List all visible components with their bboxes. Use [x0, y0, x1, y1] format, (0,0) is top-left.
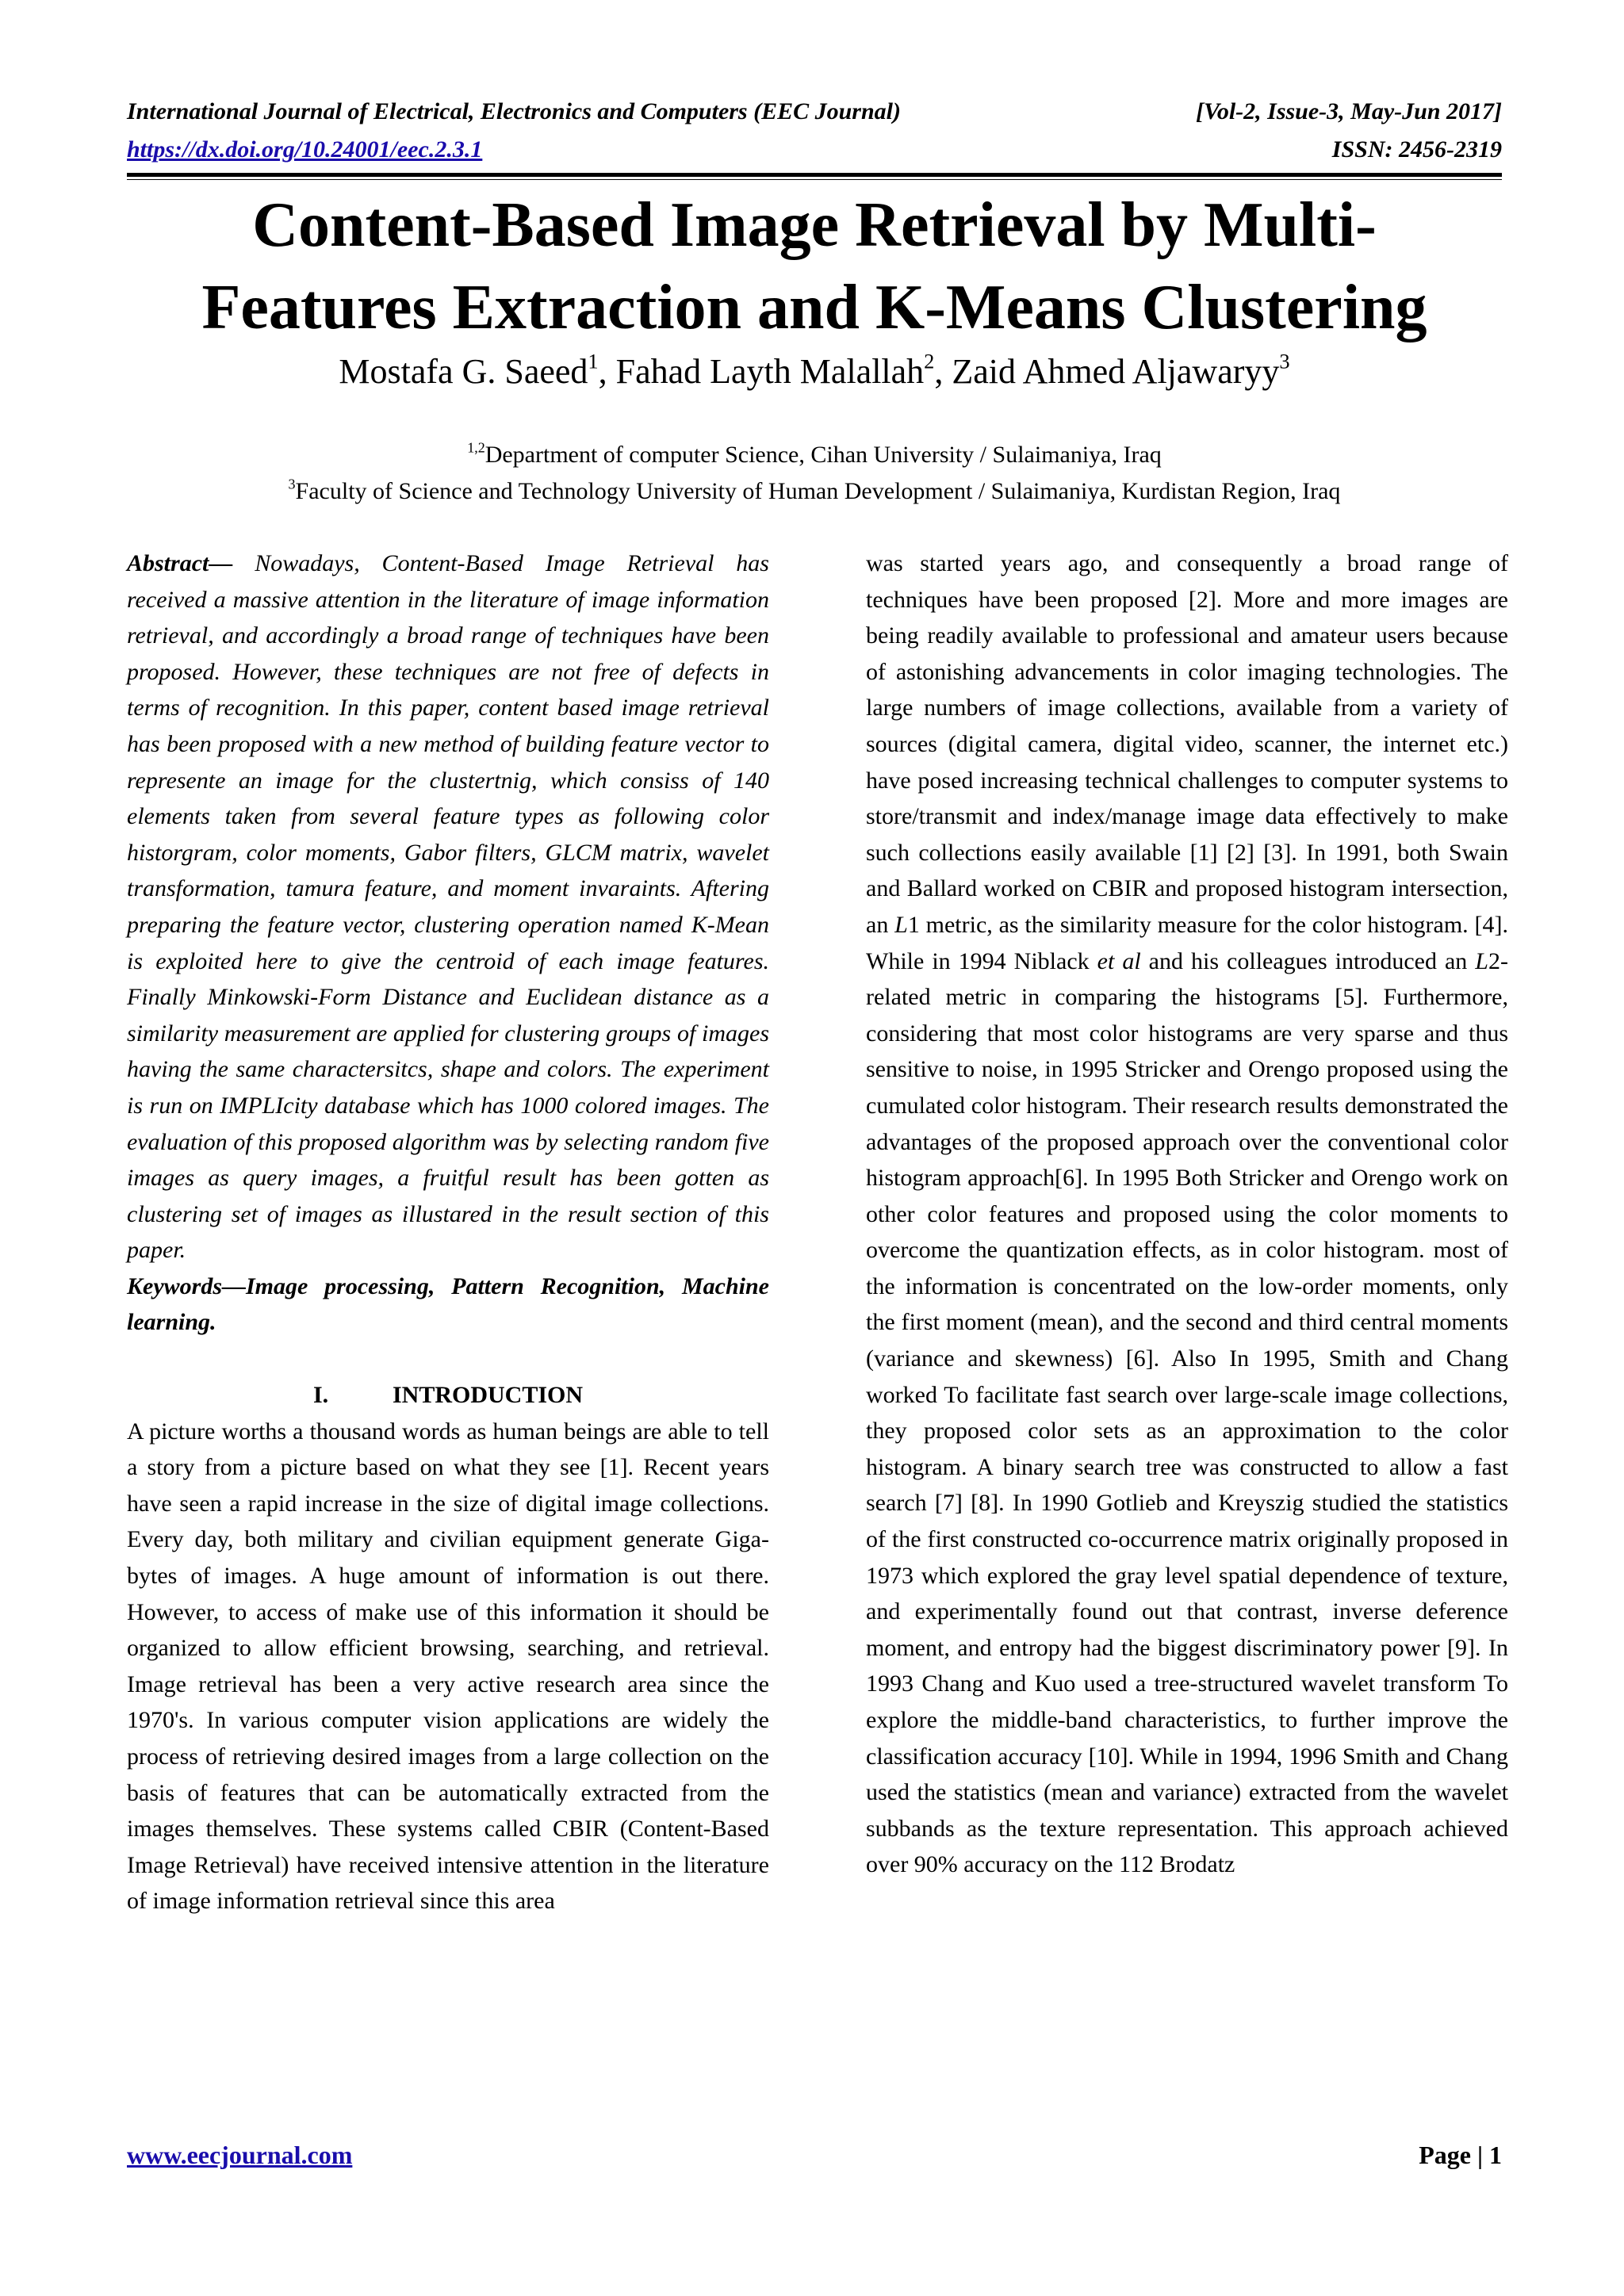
intro-text-part: was started years ago, and consequently a broad range of techniques have been proposed [2]. More and more images are being readily available to professional and amateur users because of astonishing advancements in color imaging technologies. The large numbers of image collections, available from a variety of sources (digital camera, digital video, scanner, the internet etc.) have posed increasing technical challenges to computer systems to store/transmit and index/manage image data effectively to make such collections easily available [1] [2] [3]. In 1991, both Swain and Ballard worked on CBIR and proposed histogram intersection, an [866, 550, 1508, 938]
et-al: et al [1097, 947, 1141, 974]
affiliation-sup: 1,2 [467, 439, 485, 456]
author-sup: 2 [924, 349, 935, 373]
author-sup: 1 [588, 349, 599, 373]
abstract-label: Abstract— [127, 550, 233, 576]
section-heading [127, 1377, 769, 1414]
author-name: Zaid Ahmed Aljawaryy [952, 352, 1280, 391]
title-line-1: Content-Based Image Retrieval by Multi- [252, 190, 1377, 260]
journal-header-line-1 [127, 97, 1502, 127]
journal-header-line-2 [127, 135, 1502, 165]
header-rule-thin [127, 179, 1502, 180]
left-column [127, 545, 769, 1919]
title-line-2: Features Extraction and K-Means Clustering [201, 273, 1427, 342]
intro-text-part: 1 metric, as the similarity measure for the color histogram. [4]. While in 1994 Niblack [866, 911, 1508, 974]
affiliation-text: Department of computer Science, Cihan University / Sulaimaniya, Iraq [485, 442, 1162, 468]
l2-symbol: L [1475, 947, 1488, 974]
intro-text-part: 2-related metric in comparing the histograms [5]. Furthermore, considering that most color histograms are very sparse and thus sensitive to noise, in 1995 Stricker and Orengo proposed using the cumulated color histogram. Their research results demonstrated the advantages of the proposed approach over the conventional color histogram approach[6]. In 1995 Both Stricker and Orengo work on other color features and proposed using the color moments to overcome the quantization effects, as in color histogram. most of the information is concentrated on the low-order moments, only the first moment (mean), and the second and third central moments (variance and skewness) [6]. Also In 1995, Smith and Chang worked To facilitate fast search over large-scale image collections, they proposed color sets as an approximation to the color histogram. A binary search tree was constructed to allow a fast search [7] [8]. In 1990 Gotlieb and Kreyszig studied the statistics of the first constructed co-occurrence matrix originally proposed in 1973 which explored the gray level spatial dependence of texture, and experimentally found out that contrast, inverse deference moment, and entropy had the biggest discriminatory power [9]. In 1993 Chang and Kuo used a tree-structured wavelet transform To explore the middle-band characteristics, to further improve the classification accuracy [10]. While in 1994, 1996 Smith and Chang used the statistics (mean and variance) extracted from the wavelet subbands as the texture representation. This approach achieved over 90% accuracy on the 112 Brodatz [866, 947, 1508, 1878]
intro-paragraph-left: A picture worths a thousand words as human beings are able to tell a story from a picture based on what they see [1]. Recent years have seen a rapid increase in the size of digital image collections. Every day, both military and civilian equipment generate Giga-bytes of images. A huge amount of information is out there. However, to access of make use of this information it should be organized to allow efficient browsing, searching, and retrieval. Image retrieval has been a very active research area since the 1970's. In various computer vision applications are widely the process of retrieving desired images from a large collection on the basis of features that can be automatically extracted from the images themselves. These systems called CBIR (Content-Based Image Retrieval) have received intensive attention in the literature of image information retrieval since this area [127, 1418, 769, 1915]
abstract [127, 545, 769, 1269]
intro-text-part: and his colleagues introduced an [1140, 947, 1476, 974]
issn: ISSN: 2456-2319 [1331, 136, 1502, 163]
doi-link[interactable]: https://dx.doi.org/10.24001/eec.2.3.1 [127, 136, 483, 163]
affiliation-1 [127, 439, 1502, 471]
author-list [127, 349, 1502, 395]
author-sep: , [934, 352, 952, 391]
volume-info: [Vol-2, Issue-3, May-Jun 2017] [1196, 98, 1502, 124]
affiliation-2 [127, 476, 1502, 507]
journal-name: International Journal of Electrical, Electronics and Computers (EEC Journal) [127, 98, 901, 124]
l1-symbol: L [894, 911, 908, 938]
section-title: INTRODUCTION [392, 1382, 584, 1409]
author-sep: , [598, 352, 616, 391]
author-name: Fahad Layth Malallah [615, 352, 925, 391]
affiliation-text: Faculty of Science and Technology University of Human Development / Sulaimaniya, Kurdistan Region, Iraq [295, 478, 1341, 504]
author-name: Mostafa G. Saeed [339, 352, 588, 391]
author-sup: 3 [1279, 349, 1290, 373]
header-rule-thick [127, 173, 1502, 177]
intro-paragraph-right [866, 545, 1508, 1883]
section-number: I. [312, 1382, 329, 1409]
abstract-text: Nowadays, Content-Based Image Retrieval has received a massive attention in the literature of image information retrieval, and accordingly a broad range of techniques have been proposed. However, these techniques are not free of defects in terms of recognition. In this paper, content based image retrieval has been proposed with a new method of building feature vector to represente an image for the clustertnig, which consiss of 140 elements taken from several feature types as following color historgram, color moments, Gabor filters, GLCM matrix, wavelet transformation, tamura feature, and moment invaraints. Aftering preparing the feature vector, clustering operation named K-Mean is exploited here to give the centroid of each image features. Finally Minkowski-Form Distance and Euclidean distance as a similarity measurement are applied for clustering groups of images having the same charactersitcs, shape and colors. The experiment is run on IMPLIcity database which has 1000 colored images. The evaluation of this proposed algorithm was by selecting random five images as query images, a fruitful result has been gotten as clustering set of images as illustared in the result section of this paper. [127, 550, 769, 1264]
paper-title [127, 184, 1502, 349]
page-number: Page | 1 [1419, 2141, 1502, 2169]
right-column [866, 545, 1508, 1883]
footer-website-link[interactable]: www.eecjournal.com [127, 2141, 353, 2169]
keywords: Keywords—Image processing, Pattern Recognition, Machine learning. [127, 1272, 769, 1336]
affiliation-sup: 3 [288, 476, 296, 492]
